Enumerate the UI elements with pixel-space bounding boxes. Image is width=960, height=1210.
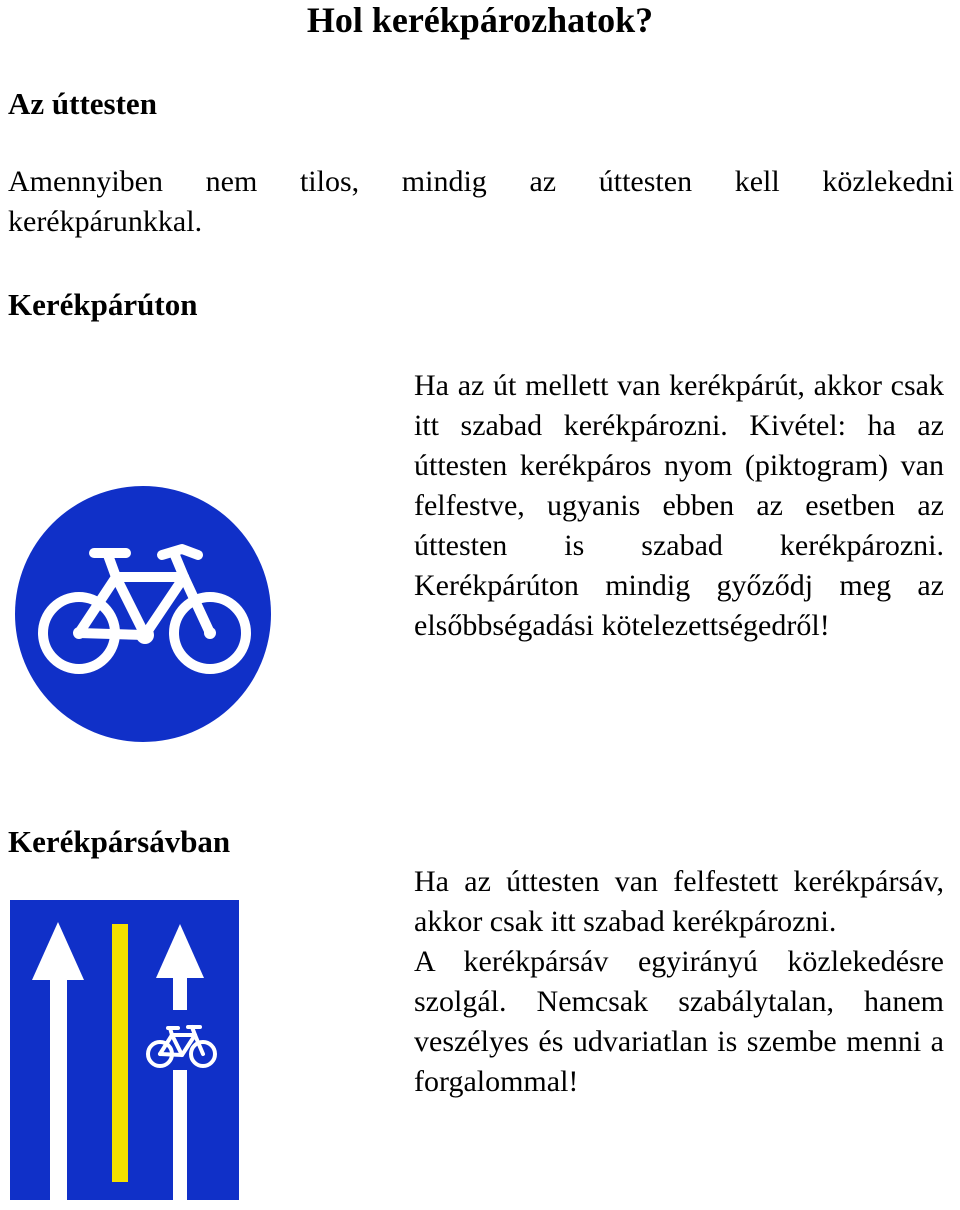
page-title: Hol kerékpározhatok? xyxy=(306,0,654,40)
bike-lane-paragraph-1: Ha az úttesten van felfestett kerékpársáv, akkor csak itt szabad kerékpározni. xyxy=(414,865,944,938)
section-heading-roadway: Az úttesten xyxy=(8,86,157,121)
bike-lane-paragraph-2: A kerékpársáv egyirányú közlekedésre szolgál. Nemcsak szabálytalan, hanem veszélyes és udvariatlan is szembe menni a forgalommal! xyxy=(414,945,944,1098)
roadway-text-line1: Amennyiben nem tilos, mindig az úttesten kell közlekedni xyxy=(8,165,954,198)
bike-path-text xyxy=(414,366,944,646)
section-heading-bike-path: Kerékpárúton xyxy=(8,287,198,322)
bicycle-lane-sign-icon xyxy=(10,900,239,1200)
mandatory-bicycle-path-sign-icon xyxy=(14,485,272,743)
roadway-text xyxy=(8,162,954,242)
bike-path-paragraph: Ha az út mellett van kerékpárút, akkor csak itt szabad kerékpározni. Kivétel: ha az úttesten kerékpáros nyom (piktogram) van felfestve, ugyanis ebben az esetben az úttesten is szabad kerékpározni. Kerékpárúton mindig győződj meg az elsőbbségadási kötelezettségedről! xyxy=(414,369,944,642)
section-heading-bike-lane: Kerékpársávban xyxy=(8,824,231,859)
roadway-text-line2: kerékpárunkkal. xyxy=(8,205,203,238)
bike-lane-text xyxy=(414,862,944,1102)
